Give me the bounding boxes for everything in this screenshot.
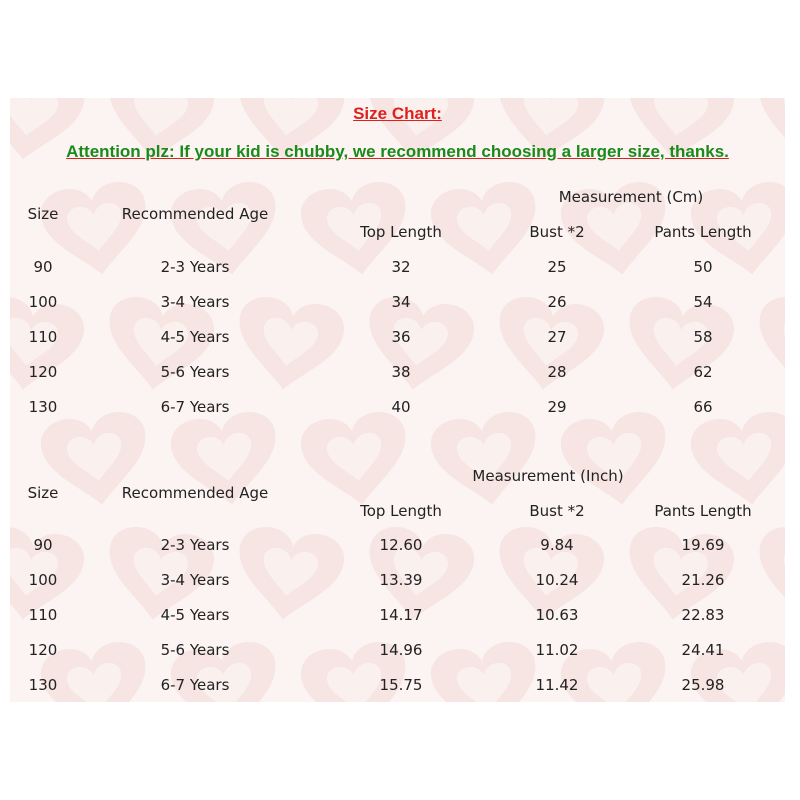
size-cell: 120 (28, 363, 58, 381)
top-length-cell: 34 (391, 293, 411, 311)
top-length-cell: 14.17 (379, 606, 423, 624)
pants-length-cell: 66 (693, 398, 713, 416)
pants-length-cell: 58 (693, 328, 713, 346)
age-cell: 5-6 Years (160, 641, 230, 659)
size-cell: 130 (28, 398, 58, 416)
top-length-cell: 13.39 (379, 571, 423, 589)
top-length-cell: 36 (391, 328, 411, 346)
size-header: Size (27, 205, 59, 223)
pants-length-header: Pants Length (654, 223, 752, 241)
pants-length-cell: 25.98 (681, 676, 725, 694)
pants-length-cell: 50 (693, 258, 713, 276)
bust-cell: 27 (547, 328, 567, 346)
age-cell: 3-4 Years (160, 571, 230, 589)
age-cell: 6-7 Years (160, 398, 230, 416)
pants-length-cell: 24.41 (681, 641, 725, 659)
bust-cell: 10.63 (535, 606, 579, 624)
top-length-header: Top Length (360, 502, 442, 520)
size-cell: 100 (28, 571, 58, 589)
measurement-inch-label: Measurement (Inch) (472, 467, 624, 485)
bust-cell: 25 (547, 258, 567, 276)
size-cell: 110 (28, 328, 58, 346)
attention-notice: Attention plz: If your kid is chubby, we recommend choosing a larger size, thanks. (66, 142, 729, 161)
bust-cell: 11.42 (535, 676, 579, 694)
age-cell: 2-3 Years (160, 536, 230, 554)
measurement-cm-label: Measurement (Cm) (558, 188, 704, 206)
size-chart-panel (10, 98, 785, 702)
top-length-cell: 12.60 (379, 536, 423, 554)
age-cell: 3-4 Years (160, 293, 230, 311)
size-header: Size (27, 484, 59, 502)
recommended-age-header: Recommended Age (121, 205, 269, 223)
recommended-age-header: Recommended Age (121, 484, 269, 502)
top-length-cell: 15.75 (379, 676, 423, 694)
age-cell: 6-7 Years (160, 676, 230, 694)
bust-cell: 11.02 (535, 641, 579, 659)
bust-cell: 9.84 (540, 536, 574, 554)
age-cell: 5-6 Years (160, 363, 230, 381)
bust-cell: 28 (547, 363, 567, 381)
age-cell: 4-5 Years (160, 606, 230, 624)
bust-header: Bust *2 (529, 223, 585, 241)
top-length-cell: 32 (391, 258, 411, 276)
pants-length-header: Pants Length (654, 502, 752, 520)
top-length-cell: 40 (391, 398, 411, 416)
top-length-cell: 14.96 (379, 641, 423, 659)
pants-length-cell: 22.83 (681, 606, 725, 624)
size-cell: 120 (28, 641, 58, 659)
size-cell: 110 (28, 606, 58, 624)
pants-length-cell: 62 (693, 363, 713, 381)
size-cell: 100 (28, 293, 58, 311)
top-length-header: Top Length (360, 223, 442, 241)
bust-header: Bust *2 (529, 502, 585, 520)
bust-cell: 29 (547, 398, 567, 416)
pants-length-cell: 19.69 (681, 536, 725, 554)
top-length-cell: 38 (391, 363, 411, 381)
size-cell: 90 (33, 258, 53, 276)
size-cell: 90 (33, 536, 53, 554)
age-cell: 2-3 Years (160, 258, 230, 276)
bust-cell: 26 (547, 293, 567, 311)
pants-length-cell: 21.26 (681, 571, 725, 589)
size-cell: 130 (28, 676, 58, 694)
pants-length-cell: 54 (693, 293, 713, 311)
age-cell: 4-5 Years (160, 328, 230, 346)
bust-cell: 10.24 (535, 571, 579, 589)
size-chart-title: Size Chart: (353, 104, 442, 123)
